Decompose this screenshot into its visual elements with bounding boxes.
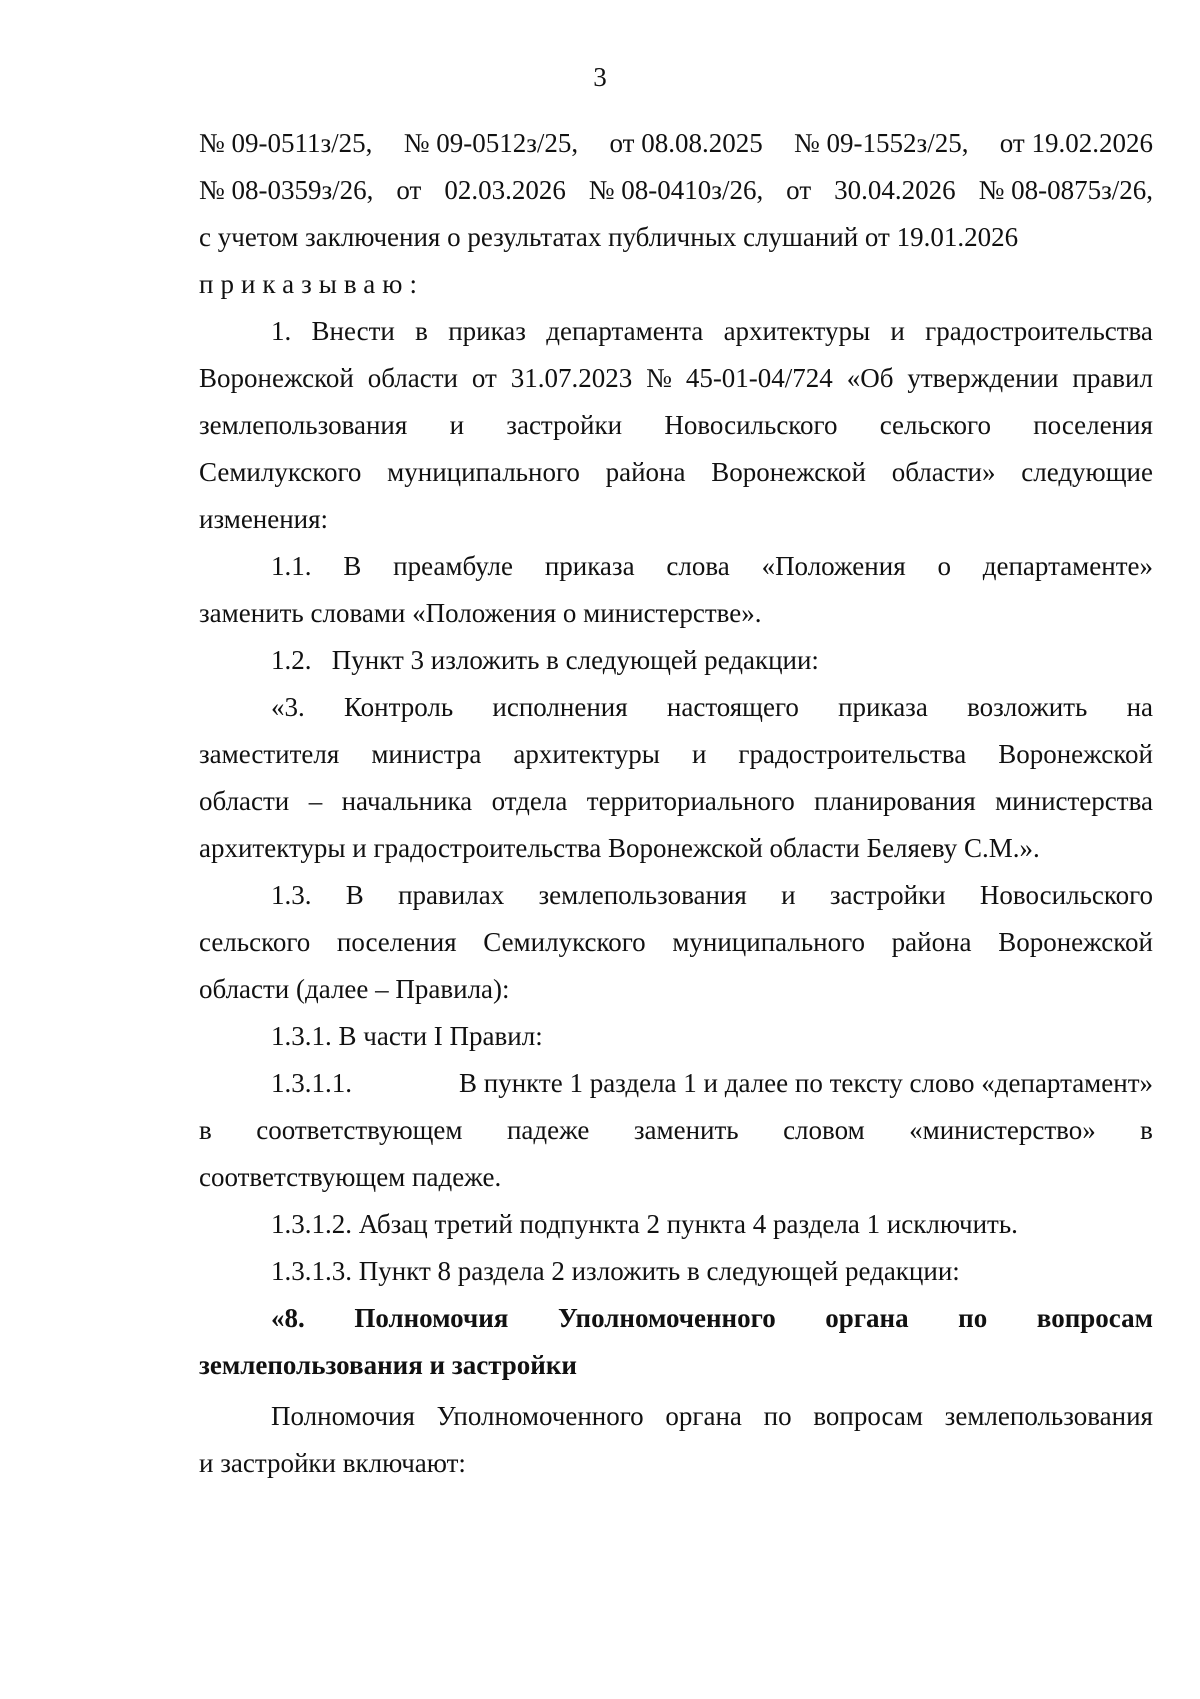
word: начальника <box>341 786 473 816</box>
word: от <box>396 175 422 205</box>
word: приказа <box>838 692 928 722</box>
word: в <box>199 1115 212 1145</box>
word: по <box>763 1401 792 1431</box>
paragraph-line <box>199 872 1153 919</box>
paragraph-line: 1.3.1.3. Пункт 8 раздела 2 изложить в следующей редакции: <box>271 1256 960 1286</box>
section-heading-line <box>199 1295 1153 1342</box>
word: землепользования <box>538 880 747 910</box>
text-line: соответствующем падеже. <box>199 1162 502 1192</box>
text-line <box>199 167 1153 214</box>
order-word: приказываю: <box>199 269 424 299</box>
word: муниципального <box>672 927 866 957</box>
word: сельского <box>879 410 991 440</box>
word: 31.07.2023 <box>510 363 633 393</box>
word: правил <box>1072 363 1153 393</box>
text-line: с учетом заключения о результатах публичных слушаний от 19.01.2026 <box>199 222 1019 252</box>
word: Полномочия <box>271 1401 415 1431</box>
word: соответствующем <box>256 1115 463 1145</box>
word: района <box>891 927 972 957</box>
word: землепользования <box>199 410 408 440</box>
word: Семилукского <box>483 927 646 957</box>
word: Новосильского <box>979 880 1153 910</box>
text-line <box>199 1107 1153 1154</box>
word: поселения <box>336 927 457 957</box>
word: министра <box>371 739 482 769</box>
section-heading-line: землепользования и застройки <box>199 1350 577 1380</box>
word: следующие <box>1021 457 1153 487</box>
word: застройки <box>829 880 946 910</box>
word: возложить <box>967 692 1088 722</box>
word: вопросам <box>1036 1303 1153 1333</box>
word: слова <box>666 551 730 581</box>
paragraph-line: 1.2. Пункт 3 изложить в следующей редакции: <box>271 645 819 675</box>
page-number: 3 <box>593 62 607 92</box>
word: градостроительства <box>925 316 1153 346</box>
word: Воронежской <box>998 739 1153 769</box>
word: землепользования <box>944 1401 1153 1431</box>
word: «Положения <box>761 551 906 581</box>
paragraph-line <box>199 308 1153 355</box>
word: утверждении <box>907 363 1059 393</box>
word: заместителя <box>199 739 340 769</box>
word: преамбуле <box>393 551 513 581</box>
text-line: области (далее – Правила): <box>199 974 510 1004</box>
word: планирования <box>814 786 976 816</box>
word: словом <box>783 1115 865 1145</box>
word: исполнения <box>492 692 628 722</box>
word: 02.03.2026 <box>444 175 566 205</box>
word: – <box>308 786 323 816</box>
word: архитектуры <box>723 316 871 346</box>
word: и <box>449 410 465 440</box>
paragraph-line <box>199 1060 1153 1107</box>
document-body <box>199 120 1153 1487</box>
word: от <box>786 175 812 205</box>
word: приказ <box>448 316 526 346</box>
text-line: и застройки включают: <box>199 1448 466 1478</box>
word: Воронежской <box>998 927 1153 957</box>
text-line <box>199 402 1153 449</box>
word: «министерство» <box>909 1115 1096 1145</box>
word: настоящего <box>666 692 799 722</box>
word: департаменте» <box>982 551 1153 581</box>
word: от <box>471 363 497 393</box>
word: № 09-0512з/25, <box>403 128 579 158</box>
text-line <box>199 778 1153 825</box>
text-line <box>199 449 1153 496</box>
word: 1. <box>271 316 292 346</box>
text-line <box>199 120 1153 167</box>
word: министерства <box>995 786 1153 816</box>
word: района <box>605 457 686 487</box>
word: падеже <box>506 1115 590 1145</box>
word: от 19.02.2026 <box>999 128 1153 158</box>
word: В пункте 1 раздела 1 и далее по тексту слово «департамент» <box>459 1068 1153 1098</box>
word: «Об <box>846 363 894 393</box>
word: Полномочия <box>354 1303 509 1333</box>
word: заменить <box>633 1115 739 1145</box>
word: № 08-0875з/26, <box>978 175 1153 205</box>
word: Новосильского <box>664 410 838 440</box>
word: на <box>1126 692 1153 722</box>
word: № 09-0511з/25, <box>199 128 373 158</box>
word: 1.3. <box>271 880 312 910</box>
paragraph-line <box>199 684 1153 731</box>
word: области» <box>891 457 996 487</box>
word: «8. <box>271 1303 305 1333</box>
word: области <box>199 786 290 816</box>
word: приказа <box>544 551 635 581</box>
word: вопросам <box>813 1401 923 1431</box>
text-line: заменить словами «Положения о министерстве». <box>199 598 762 628</box>
word: № 08-0359з/26, <box>199 175 374 205</box>
word: Семилукского <box>199 457 362 487</box>
word: градостроительства <box>738 739 967 769</box>
word: и <box>691 739 707 769</box>
word: Воронежской <box>711 457 866 487</box>
word: Уполномоченного <box>557 1303 776 1333</box>
paragraph-line: 1.3.1. В части I Правил: <box>271 1021 543 1051</box>
paragraph-line: 1.3.1.2. Абзац третий подпункта 2 пункта 4 раздела 1 исключить. <box>271 1209 1018 1239</box>
word: и <box>781 880 796 910</box>
word: муниципального <box>387 457 580 487</box>
word: 30.04.2026 <box>834 175 956 205</box>
word: Уполномоченного <box>436 1401 644 1431</box>
word: в <box>1140 1115 1153 1145</box>
word: 1.1. <box>271 551 312 581</box>
word: поселения <box>1033 410 1153 440</box>
word: № 09-1552з/25, <box>794 128 969 158</box>
word: органа <box>665 1401 742 1431</box>
paragraph-line <box>199 1393 1153 1440</box>
word: от 08.08.2025 <box>609 128 763 158</box>
text-line <box>199 355 1153 402</box>
text-line <box>199 919 1153 966</box>
word: по <box>958 1303 988 1333</box>
word: № 08-0410з/26, <box>588 175 764 205</box>
word: В <box>343 551 362 581</box>
text-line: архитектуры и градостроительства Воронежской области Беляеву С.М.». <box>199 833 1040 863</box>
word: 45-01-04/724 <box>685 363 833 393</box>
word: Внести <box>311 316 395 346</box>
word: области <box>367 363 458 393</box>
word: отдела <box>491 786 568 816</box>
word: и <box>890 316 905 346</box>
word: органа <box>825 1303 909 1333</box>
word: архитектуры <box>513 739 660 769</box>
word: правилах <box>398 880 505 910</box>
word: № <box>646 363 672 393</box>
word: Контроль <box>343 692 454 722</box>
word: департамента <box>546 316 704 346</box>
word: о <box>937 551 951 581</box>
word: Воронежской <box>199 363 354 393</box>
paragraph-line <box>199 543 1153 590</box>
word: В <box>345 880 364 910</box>
word: в <box>415 316 428 346</box>
word: «3. <box>271 692 305 722</box>
word: застройки <box>506 410 623 440</box>
word: 1.3.1.1. <box>271 1068 352 1098</box>
text-line: изменения: <box>199 504 329 534</box>
text-line <box>199 731 1153 778</box>
word: сельского <box>199 927 311 957</box>
word: территориального <box>586 786 795 816</box>
